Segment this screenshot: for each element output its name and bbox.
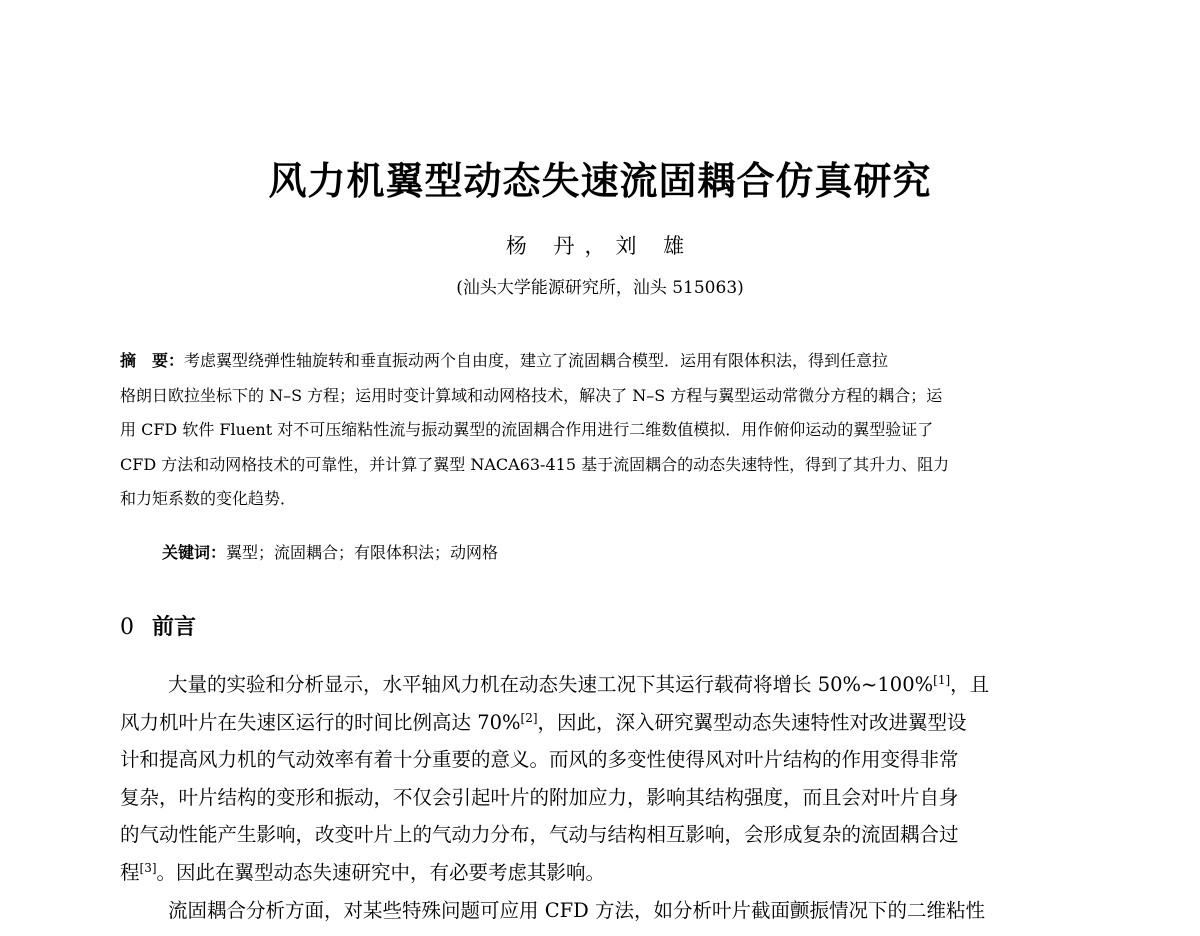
paper-title: 风力机翼型动态失速流固耦合仿真研究 (268, 158, 932, 203)
body-line (120, 854, 1065, 892)
text-run: ，因此，深入研究翼型动态失速特性对改进翼型设 (537, 710, 967, 734)
keywords-text: 翼型；流固耦合；有限体积法；动网格 (226, 543, 499, 562)
text-run: 程 (120, 860, 140, 884)
abstract-line: 用 CFD 软件 Fluent 对不可压缩粘性流与振动翼型的流固耦合作用进行二维数值模拟．用作俯仰运动的翼型验证了 (120, 420, 934, 440)
keywords-label: 关键词： (162, 543, 227, 562)
body-line: 的气动性能产生影响，改变叶片上的气动力分布，气动与结构相互影响，会形成复杂的流固耦合过 (120, 823, 959, 847)
abstract-label: 摘 要： (120, 351, 185, 370)
citation: [1] (933, 673, 951, 687)
text-run: 。因此在翼型动态失速研究中，有必要考虑其影响。 (156, 860, 606, 884)
body-line (120, 666, 1065, 704)
abstract-line: CFD 方法和动网格技术的可靠性，并计算了翼型 NACA63-415 基于流固耦合的动态失速特性，得到了其升力、阻力 (120, 454, 950, 474)
keywords (162, 540, 498, 563)
section-heading (120, 610, 196, 641)
citation: [3] (139, 860, 157, 875)
abstract-line: 和力矩系数的变化趋势． (120, 489, 297, 509)
affiliation: (汕头大学能源研究所，汕头 515063) (456, 278, 744, 298)
abstract (120, 344, 1065, 517)
body-line: 复杂，叶片结构的变形和振动，不仅会引起叶片的附加应力，影响其结构强度，而且会对叶片自身 (120, 785, 959, 809)
authors: 杨 丹，刘 雄 (505, 234, 695, 258)
body-text (120, 666, 1065, 929)
section-number: 0 (120, 615, 134, 640)
text-run: ，且 (950, 673, 990, 696)
body-line (120, 704, 1065, 742)
abstract-line (120, 344, 1065, 379)
text-run: 风力机叶片在失速区运行的时间比例高达 70% (120, 710, 521, 734)
citation: [2] (520, 710, 538, 725)
text-run: 大量的实验和分析显示，水平轴风力机在动态失速工况下其运行载荷将增长 50%~100% (168, 673, 934, 696)
body-line: 计和提高风力机的气动效率有着十分重要的意义。而风的多变性使得风对叶片结构的作用变得非常 (120, 748, 959, 772)
abstract-text: 考虑翼型绕弹性轴旋转和垂直振动两个自由度，建立了流固耦合模型．运用有限体积法，得到任意拉 (184, 351, 889, 370)
body-line: 流固耦合分析方面，对某些特殊问题可应用 CFD 方法，如分析叶片截面颤振情况下的二维粘性 (168, 898, 985, 922)
abstract-line: 格朗日欧拉坐标下的 N–S 方程；运用时变计算域和动网格技术，解决了 N–S 方程与翼型运动常微分方程的耦合；运 (120, 385, 943, 405)
section-title: 前言 (152, 614, 197, 640)
